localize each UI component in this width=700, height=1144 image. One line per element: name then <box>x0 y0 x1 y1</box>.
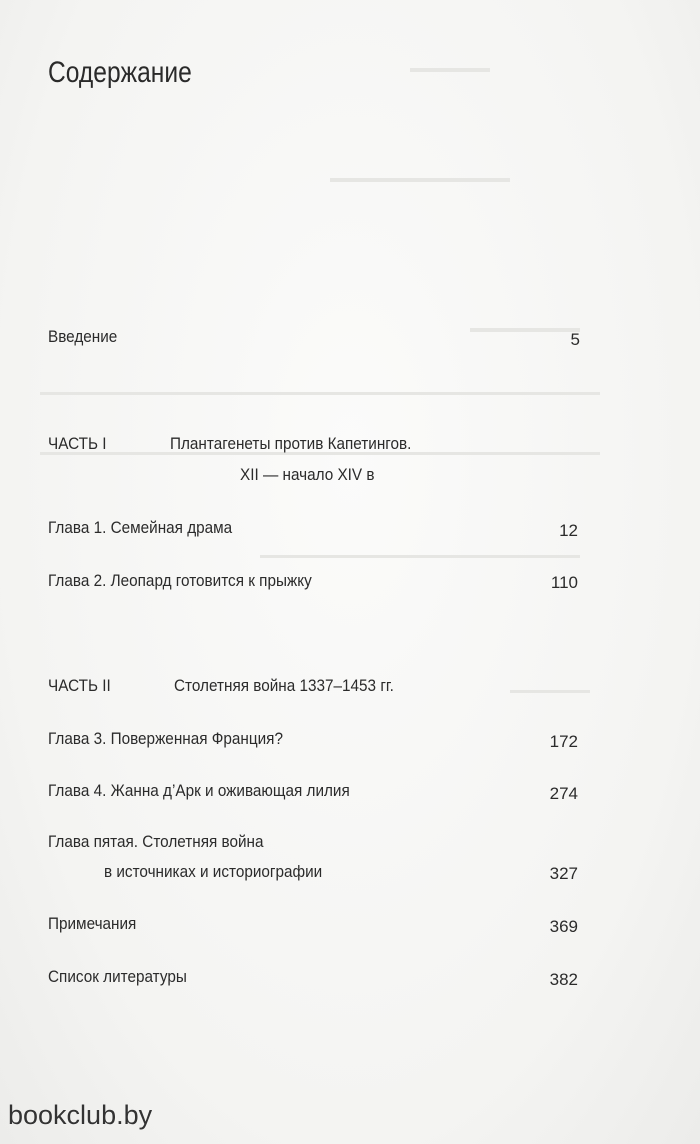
toc-entry-chapter: Глава пятая. Столетняя война <box>48 832 264 851</box>
part-label: ЧАСТЬ I <box>48 434 107 453</box>
toc-page-number: 327 <box>549 864 578 883</box>
show-through-mark <box>470 328 580 332</box>
toc-entry-bibliography: Список литературы <box>48 967 187 986</box>
page-title: Содержание <box>48 56 192 89</box>
toc-entry-chapter: Глава 3. Поверженная Франция? <box>48 729 283 748</box>
toc-entry-chapter: Глава 4. Жанна д’Арк и оживающая лилия <box>48 781 350 800</box>
toc-page-number: 172 <box>549 732 578 751</box>
watermark: bookclub.by <box>8 1100 153 1130</box>
toc-page-number: 274 <box>549 784 578 803</box>
toc-entry-chapter: Глава 1. Семейная драма <box>48 518 233 537</box>
show-through-mark <box>260 555 580 558</box>
part-title-line: Плантагенеты против Капетингов. <box>170 434 412 453</box>
show-through-mark <box>510 690 590 693</box>
toc-page-number: 5 <box>570 330 580 349</box>
toc-entry-chapter: Глава 2. Леопард готовится к прыжку <box>48 571 312 590</box>
show-through-mark <box>330 178 510 182</box>
toc-entry-notes: Примечания <box>48 914 137 933</box>
part-label: ЧАСТЬ II <box>48 676 111 695</box>
toc-page-number: 382 <box>549 970 578 989</box>
part-title-line: XII — начало XIV в <box>240 465 375 484</box>
show-through-mark <box>410 68 490 72</box>
toc-page-number: 110 <box>550 573 578 592</box>
toc-page-number: 12 <box>559 521 578 540</box>
toc-entry-chapter-continuation: в источниках и историографии <box>104 862 323 881</box>
show-through-mark <box>40 392 600 395</box>
part-title-line: Столетняя война 1337–1453 гг. <box>174 676 394 695</box>
toc-page-number: 369 <box>549 917 578 936</box>
toc-entry-introduction: Введение <box>48 327 118 346</box>
